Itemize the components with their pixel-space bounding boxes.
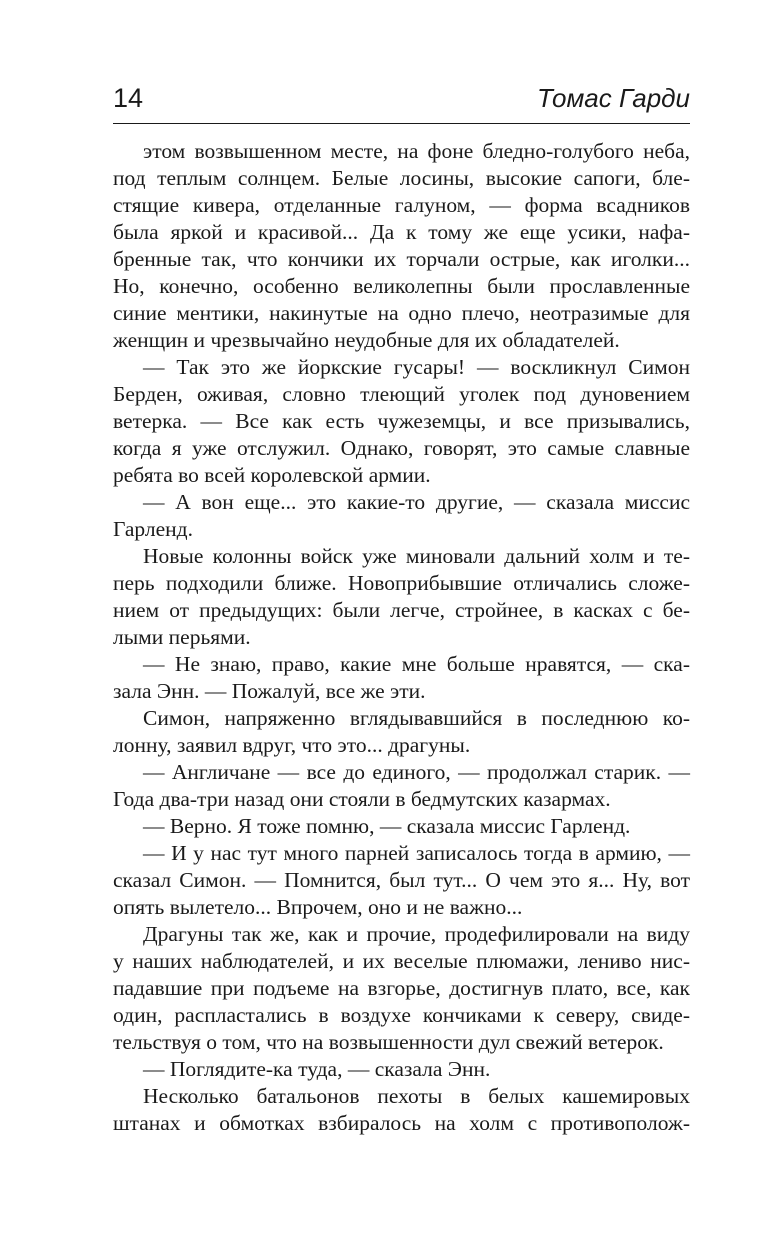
paragraph [113, 489, 690, 543]
text-line: — Верно. Я тоже помню, — сказала миссис Гарленд. [143, 814, 631, 838]
text-line: Гарленд. [113, 517, 193, 541]
text-line: Симон, напряженно вглядывавшийся в последнюю ко- [143, 706, 690, 730]
text-line: нием от предыдущих: были легче, стройнее, в касках с бе- [113, 598, 690, 622]
paragraph [113, 759, 690, 813]
text-line: штанах и обмотках взбиралось на холм с противополож- [113, 1111, 690, 1135]
text-line: — И у нас тут много парней записалось тогда в армию, — [143, 841, 690, 865]
text-line: ребята во всей королевской армии. [113, 463, 431, 487]
paragraph [113, 1083, 690, 1137]
text-line: Года два-три назад они стояли в бедмутских казармах. [113, 787, 611, 811]
text-line: лыми перьями. [113, 625, 251, 649]
text-line: — Так это же йоркские гусары! — воскликнул Симон [143, 355, 690, 379]
paragraph [113, 1056, 690, 1083]
paragraph [113, 543, 690, 651]
text-line: сказал Симон. — Помнится, был тут... О чем это я... Ну, вот [113, 868, 690, 892]
text-line: перь подходили ближе. Новоприбывшие отличались сложе- [113, 571, 690, 595]
paragraph [113, 705, 690, 759]
text-line: под теплым солнцем. Белые лосины, высокие сапоги, бле- [113, 166, 690, 190]
text-line: падавшие при подъеме на взгорье, достигнув плато, все, как [113, 976, 690, 1000]
body-text [113, 138, 690, 1137]
page-number: 14 [113, 83, 144, 113]
text-line: тельствуя о том, что на возвышенности дул свежий ветерок. [113, 1030, 664, 1054]
text-line: стящие кивера, отделанные галуном, — форма всадников [113, 193, 690, 217]
text-line: когда я уже отслужил. Однако, говорят, это самые славные [113, 436, 690, 460]
text-line: Берден, оживая, словно тлеющий уголек под дуновением [113, 382, 690, 406]
text-line: — Не знаю, право, какие мне больше нравятся, — ска- [143, 652, 690, 676]
text-line: зала Энн. — Пожалуй, все же эти. [113, 679, 426, 703]
text-line: ветерка. — Все как есть чужеземцы, и все призывались, [113, 409, 690, 433]
text-line: Несколько батальонов пехоты в белых кашемировых [143, 1084, 690, 1108]
text-line: Новые колонны войск уже миновали дальний холм и те- [143, 544, 690, 568]
text-line: бренные так, что кончики их торчали острые, как иголки... [113, 247, 690, 271]
paragraph [113, 840, 690, 921]
paragraph [113, 651, 690, 705]
text-line: лонну, заявил вдруг, что это... драгуны. [113, 733, 471, 757]
text-line: синие ментики, накинутые на одно плечо, неотразимые для [113, 301, 690, 325]
text-line: Драгуны так же, как и прочие, продефилировали на виду [143, 922, 690, 946]
paragraph [113, 813, 690, 840]
text-line: женщин и чрезвычайно неудобные для их обладателей. [113, 328, 620, 352]
text-line: опять вылетело... Впрочем, оно и не важно... [113, 895, 523, 919]
header-rule [113, 123, 690, 124]
text-line: этом возвышенном месте, на фоне бледно-голубого неба, [143, 139, 690, 163]
paragraph [113, 921, 690, 1056]
text-line: у наших наблюдателей, и их веселые плюмажи, лениво нис- [113, 949, 690, 973]
text-line: Но, конечно, особенно великолепны были прославленные [113, 274, 690, 298]
paragraph [113, 354, 690, 489]
running-title: Томас Гарди [536, 83, 690, 113]
text-line: — Поглядите-ка туда, — сказала Энн. [143, 1057, 491, 1081]
text-line: один, распластались в воздухе кончиками к северу, свиде- [113, 1003, 690, 1027]
text-line: была яркой и красивой... Да к тому же еще усики, нафа- [113, 220, 690, 244]
paragraph [113, 138, 690, 354]
text-line: — А вон еще... это какие-то другие, — сказала миссис [143, 490, 690, 514]
text-line: — Англичане — все до единого, — продолжал старик. — [143, 760, 690, 784]
